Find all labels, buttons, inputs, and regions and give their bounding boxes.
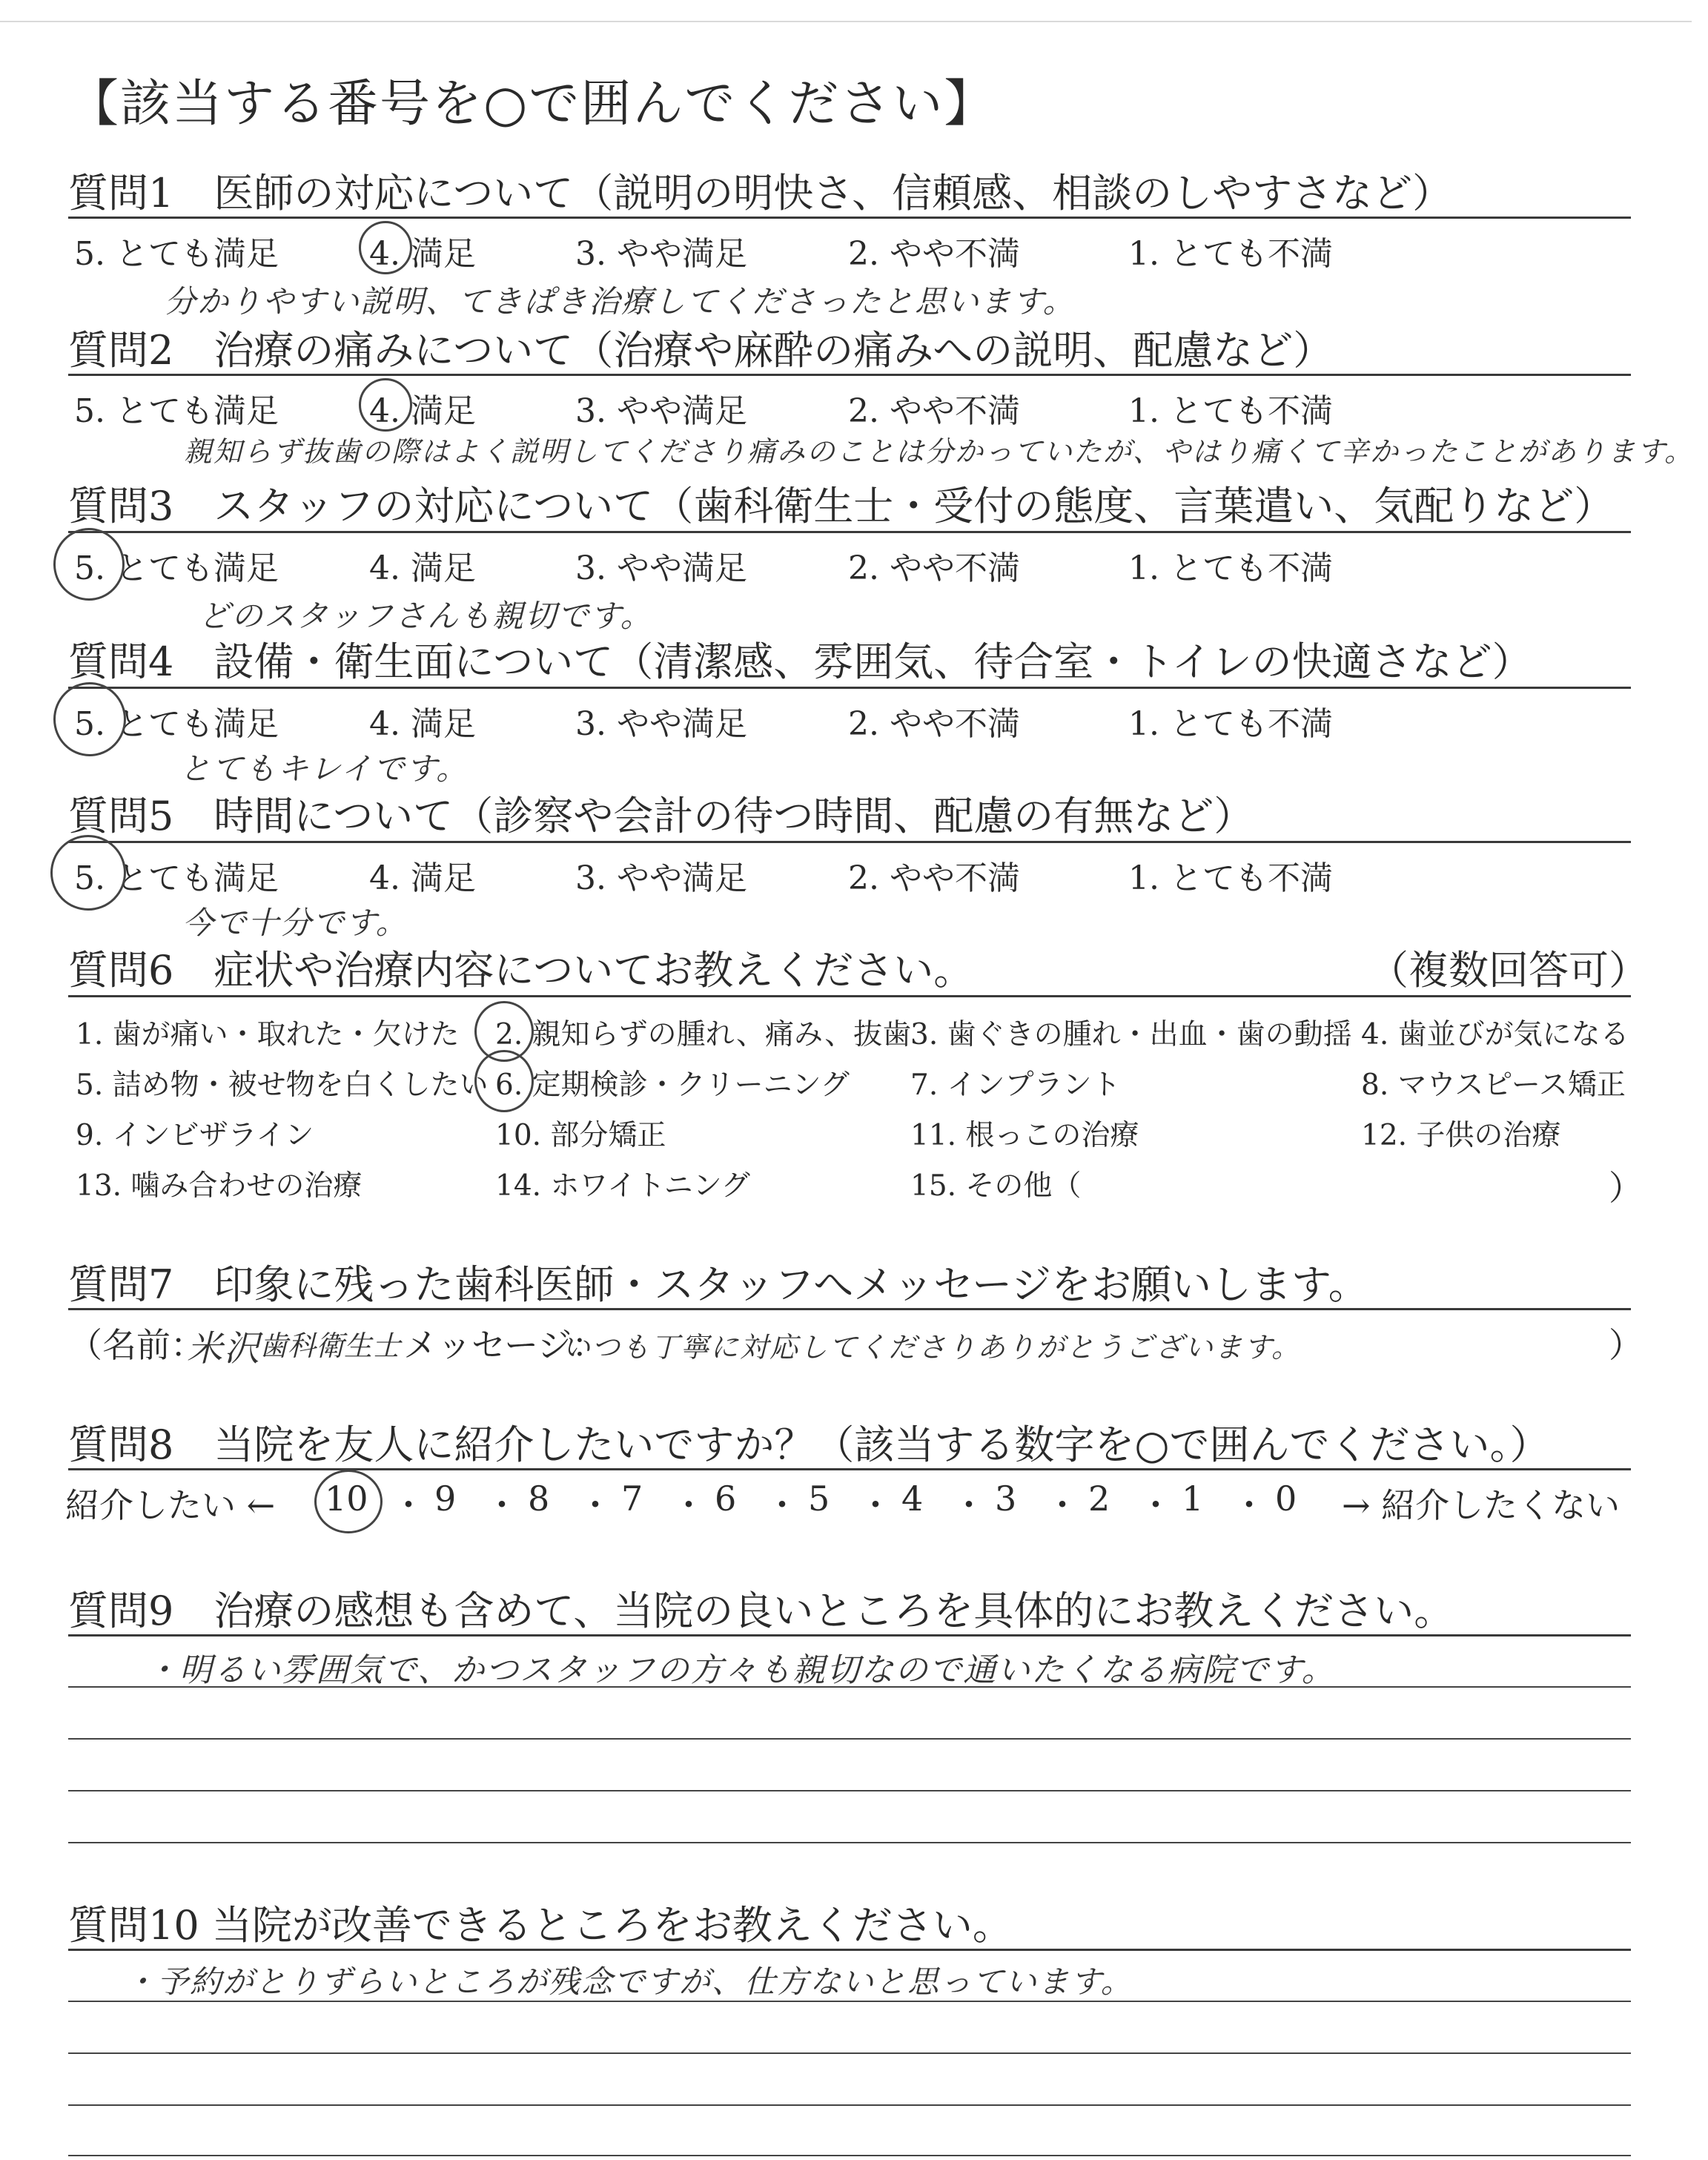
q2-option-3[interactable]: 3. やや満足 [575,392,747,430]
q6-option-5[interactable]: 5. 詰め物・被せ物を白くしたい [76,1069,489,1102]
q10-handwritten-comment: ・予約がとりずらいところが残念ですが、仕方ないと思っています。 [125,1964,1133,2000]
q1-option-1[interactable]: 1. とても不満 [1128,235,1333,273]
q4-option-5[interactable]: 5. とても満足 [74,705,279,743]
q8-number-0[interactable]: 0 [1275,1479,1297,1519]
q7-message-prefix: メッセージ： [403,1325,606,1365]
q6-option-10[interactable]: 10. 部分矯正 [495,1119,666,1152]
q9-writing-line [68,1790,1631,1791]
q4-option-1[interactable]: 1. とても不満 [1128,705,1333,743]
q1-selection-circle [359,221,412,274]
q9-writing-line [68,1842,1631,1843]
q6-option-12[interactable]: 12. 子供の治療 [1361,1119,1561,1152]
q8-number-1[interactable]: 1 [1182,1479,1204,1519]
q6-option-14[interactable]: 14. ホワイトニング [495,1169,750,1203]
q3-option-1[interactable]: 1. とても不満 [1128,549,1333,587]
q2-selection-circle [359,378,412,432]
q6-option-6[interactable]: 6. 定期検診・クリーニング [495,1069,850,1102]
q8-number-5[interactable]: 5 [808,1479,830,1519]
scan-top-edge [0,21,1692,22]
q2-handwritten-comment: 親知らず抜歯の際はよく説明してくださり痛みのことは分かっていたが、やはり痛くて辛かったことがあります。 [184,435,1694,468]
question-2-rule [68,374,1631,376]
q2-option-1[interactable]: 1. とても不満 [1128,392,1333,430]
q1-option-4[interactable]: 4. 満足 [369,235,476,273]
q6-option-1[interactable]: 1. 歯が痛い・取れた・欠けた [76,1018,460,1051]
q7-name-prefix: （名前： [68,1325,205,1365]
q3-handwritten-comment: どのスタッフさんも親切です。 [199,598,653,634]
q8-separator: ・ [952,1485,986,1525]
q5-option-2[interactable]: 2. やや不満 [848,859,1020,897]
q6-option-9[interactable]: 9. インビザライン [76,1119,314,1152]
question-4-rule [68,687,1631,689]
question-6-note: （複数回答可） [1368,947,1649,994]
question-8-label: 質問8 当院を友人に紹介したいですか？（該当する数字を○で囲んでください。） [68,1421,1550,1468]
question-5-label: 質問5 時間について（診察や会計の待つ時間、配慮の有無など） [68,793,1254,839]
q5-option-4[interactable]: 4. 満足 [369,859,476,897]
q5-option-3[interactable]: 3. やや満足 [575,859,747,897]
q3-option-4[interactable]: 4. 満足 [369,549,476,587]
q9-writing-line [68,1686,1631,1688]
question-6-rule [68,995,1631,997]
q8-separator: ・ [578,1485,612,1525]
q8-separator: ・ [1045,1485,1079,1525]
q5-option-5[interactable]: 5. とても満足 [74,859,279,897]
q8-separator: ・ [485,1485,519,1525]
q1-option-5[interactable]: 5. とても満足 [74,235,279,273]
q6-selection-circle-6 [474,1050,534,1112]
q6-option-2[interactable]: 2. 親知らずの腫れ、痛み、抜歯 [495,1018,912,1051]
question-10-rule [68,1949,1631,1951]
q9-writing-line [68,1738,1631,1740]
q1-handwritten-comment: 分かりやすい説明、てきぱき治療してくださったと思います。 [165,283,1076,320]
question-7-rule [68,1308,1631,1310]
question-1-rule [68,217,1631,219]
question-9-rule [68,1634,1631,1636]
question-9-label: 質問9 治療の感想も含めて、当院の良いところを具体的にお教えください。 [68,1588,1454,1634]
q7-handwritten-message: いつも丁寧に対応してくださりありがとうございます。 [562,1331,1301,1364]
question-7-label: 質問7 印象に残った歯科医師・スタッフへメッセージをお願いします。 [68,1261,1368,1308]
q8-left-label: 紹介したい ← [65,1485,276,1525]
q6-option-8[interactable]: 8. マウスピース矯正 [1361,1069,1626,1102]
q5-option-1[interactable]: 1. とても不満 [1128,859,1333,897]
q3-selection-circle [53,528,125,601]
q2-option-2[interactable]: 2. やや不満 [848,392,1020,430]
q7-name-value-role: 歯科衛生士 [259,1330,401,1362]
q8-separator: ・ [765,1485,799,1525]
q6-other-close-paren: ） [1609,1168,1643,1208]
q5-selection-circle [50,835,126,911]
q6-option-4[interactable]: 4. 歯並びが気になる [1361,1018,1629,1051]
q8-separator: ・ [391,1485,426,1525]
q8-number-2[interactable]: 2 [1088,1479,1110,1519]
q8-number-3[interactable]: 3 [995,1479,1017,1519]
q7-name-value: 米沢 [187,1328,262,1370]
q7-close-paren: ） [1609,1325,1643,1365]
q8-separator: ・ [1139,1485,1173,1525]
q8-number-10[interactable]: 10 [325,1479,368,1519]
page-title: 【該当する番号を○で囲んでください】 [68,75,996,133]
question-1-label: 質問1 医師の対応について（説明の明快さ、信頼感、相談のしやすさなど） [68,170,1453,217]
question-6-label: 質問6 症状や治療内容についてお教えください。 [68,947,974,994]
q10-writing-line [68,2052,1631,2054]
q1-option-2[interactable]: 2. やや不満 [848,235,1020,273]
q6-option-7[interactable]: 7. インプラント [910,1069,1121,1102]
q8-right-label: → 紹介したくない [1342,1485,1621,1525]
q4-selection-circle [53,682,126,756]
q8-number-7[interactable]: 7 [621,1479,643,1519]
q3-option-2[interactable]: 2. やや不満 [848,549,1020,587]
q8-separator: ・ [672,1485,706,1525]
question-5-rule [68,841,1631,843]
question-4-label: 質問4 設備・衛生面について（清潔感、雰囲気、待合室・トイレの快適さなど） [68,638,1532,685]
q4-option-4[interactable]: 4. 満足 [369,705,476,743]
question-2-label: 質問2 治療の痛みについて（治療や麻酔の痛みへの説明、配慮など） [68,327,1334,374]
q8-separator: ・ [1232,1485,1266,1525]
q8-selection-circle [314,1470,383,1533]
q6-option-15[interactable]: 15. その他（ [910,1169,1082,1203]
q3-option-3[interactable]: 3. やや満足 [575,549,747,587]
q8-number-8[interactable]: 8 [528,1479,550,1519]
q8-number-6[interactable]: 6 [715,1479,737,1519]
q8-number-4[interactable]: 4 [901,1479,924,1519]
q10-writing-line [68,2001,1631,2002]
q2-option-4[interactable]: 4. 満足 [369,392,476,430]
q9-handwritten-comment: ・明るい雰囲気で、かつスタッフの方々も親切なので通いたくなる病院です。 [145,1651,1336,1689]
q10-writing-line [68,2155,1631,2156]
q8-number-9[interactable]: 9 [434,1479,457,1519]
question-3-rule [68,531,1631,533]
q4-option-2[interactable]: 2. やや不満 [848,705,1020,743]
q10-writing-line [68,2104,1631,2106]
q6-option-13[interactable]: 13. 噛み合わせの治療 [76,1169,363,1203]
q4-option-3[interactable]: 3. やや満足 [575,705,747,743]
question-10-label: 質問10 当院が改善できるところをお教えください。 [68,1902,1013,1949]
question-3-label: 質問3 スタッフの対応について（歯科衛生士・受付の態度、言葉遣い、気配りなど） [68,483,1615,529]
q2-option-5[interactable]: 5. とても満足 [74,392,279,430]
q6-option-3[interactable]: 3. 歯ぐきの腫れ・出血・歯の動揺 [910,1018,1352,1051]
q6-option-11[interactable]: 11. 根っこの治療 [910,1119,1139,1152]
q1-option-3[interactable]: 3. やや満足 [575,235,747,273]
question-8-rule [68,1468,1631,1470]
q8-separator: ・ [858,1485,893,1525]
q4-handwritten-comment: とてもキレイです。 [179,750,469,787]
q3-option-5[interactable]: 5. とても満足 [74,549,279,587]
q5-handwritten-comment: 今で十分です。 [182,905,408,941]
